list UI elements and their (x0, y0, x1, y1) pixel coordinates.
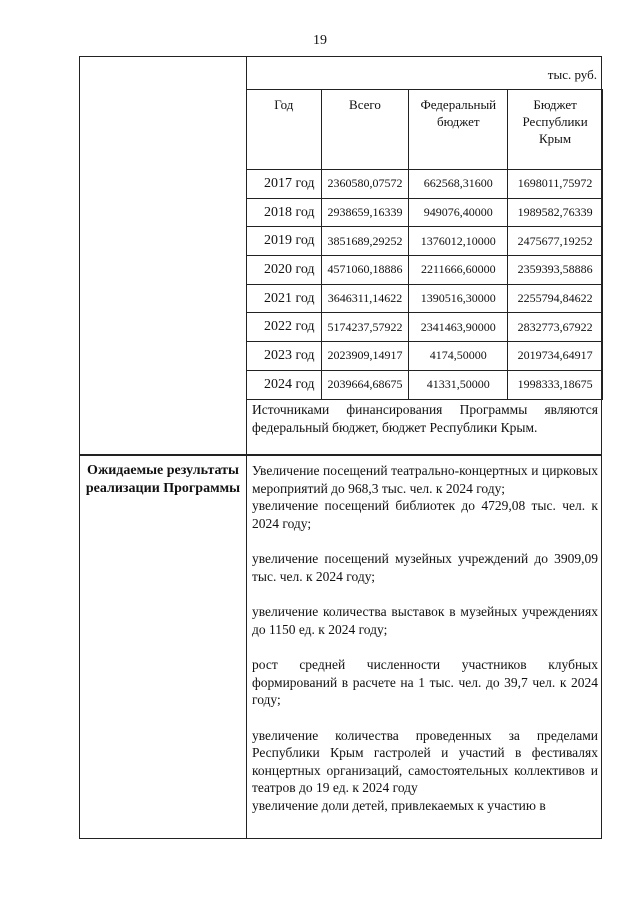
amount-cell: 1698011,75972 (508, 170, 603, 199)
header-year: Год (247, 90, 322, 170)
header-crimea: Бюджет Республики Крым (508, 90, 603, 170)
amount-cell: 1989582,76339 (508, 198, 603, 227)
header-total: Всего (321, 90, 409, 170)
result-item: увеличение количества выставок в музейных учреждениях до 1150 ед. к 2024 году; (252, 604, 598, 637)
result-item: увеличение доли детей, привлекаемых к участию в (252, 797, 546, 813)
amount-cell: 3851689,29252 (321, 227, 409, 256)
amount-cell: 3646311,14622 (321, 284, 409, 313)
result-item: увеличение количества проведенных за пределами Республики Крым гастролей и участий в фестивалях концертных организаций, самостоятельных коллективов и театров до 19 ед. к 2024 году (252, 727, 598, 795)
amount-cell: 1998333,18675 (508, 370, 603, 399)
year-cell: 2024 год (247, 370, 322, 399)
result-item: увеличение посещений музейных учреждений до 3909,09 тыс. чел. к 2024 году; (252, 551, 598, 584)
amount-cell: 41331,50000 (409, 370, 508, 399)
amount-cell: 2039664,68675 (321, 370, 409, 399)
results-list (252, 462, 598, 814)
result-item: увеличение посещений библиотек до 4729,08 тыс. чел. к 2024 году; (252, 498, 598, 531)
year-cell: 2019 год (247, 227, 322, 256)
amount-cell: 2475677,19252 (508, 227, 603, 256)
amount-cell: 2360580,07572 (321, 170, 409, 199)
table-row (247, 342, 603, 371)
amount-cell: 2341463,90000 (409, 313, 508, 342)
table-row (247, 198, 603, 227)
year-cell: 2017 год (247, 170, 322, 199)
amount-cell: 2832773,67922 (508, 313, 603, 342)
year-cell: 2020 год (247, 256, 322, 285)
year-cell: 2021 год (247, 284, 322, 313)
year-cell: 2022 год (247, 313, 322, 342)
amount-cell: 949076,40000 (409, 198, 508, 227)
amount-cell: 1376012,10000 (409, 227, 508, 256)
amount-cell: 4174,50000 (409, 342, 508, 371)
header-federal: Федеральный бюджет (409, 90, 508, 170)
amount-cell: 4571060,18886 (321, 256, 409, 285)
amount-cell: 5174237,57922 (321, 313, 409, 342)
amount-cell: 1390516,30000 (409, 284, 508, 313)
year-cell: 2023 год (247, 342, 322, 371)
amount-cell: 2359393,58886 (508, 256, 603, 285)
table-row (247, 227, 603, 256)
table-row (247, 170, 603, 199)
amount-cell: 2023909,14917 (321, 342, 409, 371)
table-row (247, 284, 603, 313)
amount-cell: 2938659,16339 (321, 198, 409, 227)
page-number: 19 (313, 33, 327, 48)
amount-cell: 2211666,60000 (409, 256, 508, 285)
year-cell: 2018 год (247, 198, 322, 227)
amount-cell: 2255794,84622 (508, 284, 603, 313)
program-table (79, 56, 602, 839)
results-label: Ожидаемые результаты реализации Программы (85, 463, 241, 496)
amount-cell: 662568,31600 (409, 170, 508, 199)
table-row (247, 370, 603, 399)
financing-note: Источниками финансирования Программы являются федеральный бюджет, бюджет Республики Крым. (252, 402, 598, 435)
result-item: Увеличение посещений театрально-концертных и цирковых мероприятий до 968,3 тыс. чел. к 2024 году; (252, 463, 598, 496)
amount-cell: 2019734,64917 (508, 342, 603, 371)
financing-table (246, 89, 603, 400)
table-row (247, 313, 603, 342)
row-divider (80, 454, 601, 456)
unit-label: тыс. руб. (547, 67, 597, 82)
result-item: рост средней численности участников клубных формирований в расчете на 1 тыс. чел. до 39,7 чел. к 2024 году; (252, 657, 598, 707)
table-row (247, 256, 603, 285)
